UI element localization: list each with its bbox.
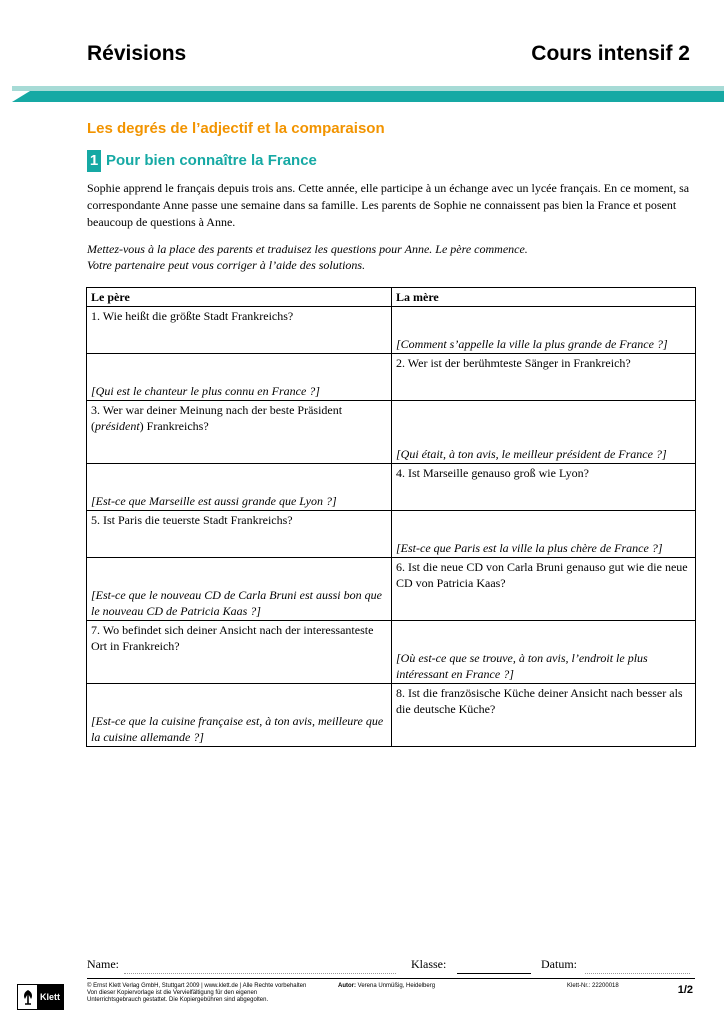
table-cell — [392, 464, 696, 511]
name-line — [124, 973, 396, 974]
instruction-line-2: Votre partenaire peut vous corriger à l’aide des solutions. — [87, 258, 366, 272]
table-cell — [87, 401, 392, 464]
instructions — [87, 241, 699, 273]
class-label: Klasse: — [411, 957, 447, 971]
page-title: Révisions — [87, 42, 187, 65]
table-cell — [392, 354, 696, 401]
question-text: 3. Wer war deiner Meinung nach der beste Präsident (président) Frankreichs? — [91, 403, 343, 433]
table-row — [87, 307, 696, 354]
column-header-mother: La mère — [392, 288, 696, 307]
answer-text: [Est-ce que le nouveau CD de Carla Bruni est aussi bon que le nouveau CD de Patricia Kaas ?] — [91, 588, 382, 618]
footer-divider — [87, 978, 695, 979]
name-label: Name: — [87, 957, 119, 971]
exercise-number: 1 — [87, 150, 101, 172]
table-cell — [392, 307, 696, 354]
column-header-father: Le père — [87, 288, 392, 307]
table-row — [87, 354, 696, 401]
table-cell — [392, 684, 696, 747]
table-row — [87, 464, 696, 511]
answer-text: [Comment s’appelle la ville la plus grande de France ?] — [396, 337, 668, 351]
klett-logo — [17, 984, 64, 1010]
table-cell — [392, 558, 696, 621]
question-text: 2. Wer ist der berühmteste Sänger in Frankreich? — [396, 356, 631, 370]
table-row — [87, 511, 696, 558]
footer-fields — [0, 957, 724, 977]
emphasis-word: président — [95, 419, 140, 433]
section-title: Les degrés de l’adjectif et la comparaison — [87, 120, 385, 137]
date-label: Datum: — [541, 957, 577, 971]
intro-paragraph: Sophie apprend le français depuis trois ans. Cette année, elle participe à un échange avec un lycée français. En ce moment, sa correspondante Anne passe une semaine dans sa famille. Les parents de Sophie ne connaissent pas bien la France et posent beaucoup de questions à Anne. — [87, 181, 690, 229]
author-label: Autor: — [338, 983, 356, 989]
table-cell — [392, 401, 696, 464]
table-row — [87, 621, 696, 684]
klett-number: Klett-Nr.: 22200018 — [567, 983, 619, 989]
answer-text: [Est-ce que la cuisine française est, à ton avis, meilleure que la cuisine allemande ?] — [91, 714, 384, 744]
table-cell — [87, 621, 392, 684]
answer-text: [Qui est le chanteur le plus connu en France ?] — [91, 384, 320, 398]
page-number: 1/2 — [677, 984, 693, 996]
table-row — [87, 558, 696, 621]
table-header-row — [87, 288, 696, 307]
answer-text: [Est-ce que Paris est la ville la plus chère de France ?] — [396, 541, 663, 555]
tree-icon — [18, 986, 37, 1008]
klett-logo-text: Klett — [37, 985, 63, 1009]
question-text: 1. Wie heißt die größte Stadt Frankreichs? — [91, 309, 294, 323]
table-row — [87, 684, 696, 747]
author-note — [338, 983, 435, 990]
table-cell — [87, 684, 392, 747]
table-cell — [392, 621, 696, 684]
question-text: 6. Ist die neue CD von Carla Bruni genauso gut wie die neue CD von Patricia Kaas? — [396, 560, 688, 590]
exercise-title — [87, 149, 317, 172]
exercise-title-text: Pour bien connaître la France — [106, 152, 317, 169]
table-cell — [87, 354, 392, 401]
copyright-note: © Ernst Klett Verlag GmbH, Stuttgart 2009 | www.klett.de | Alle Rechte vorbehalten Von dieser Kopiervorlage ist die Vervielfältigung für den eigenen Unterrichtsgebrauch gestattet. Die Kopiergebühren sind abgegolten. — [87, 983, 307, 1003]
table-cell — [392, 511, 696, 558]
author-name: Verena Unmüßig, Heidelberg — [357, 983, 436, 989]
answer-text: [Où est-ce que se trouve, à ton avis, l’endroit le plus intéressant en France ?] — [396, 651, 648, 681]
answer-text: [Qui était, à ton avis, le meilleur président de France ?] — [396, 447, 667, 461]
table-cell — [87, 464, 392, 511]
table-cell — [87, 511, 392, 558]
question-text: 7. Wo befindet sich deiner Ansicht nach der interessanteste Ort in Frankreich? — [91, 623, 374, 653]
question-table — [86, 287, 696, 747]
instruction-line-1: Mettez-vous à la place des parents et traduisez les questions pour Anne. Le père commence. — [87, 242, 528, 256]
course-title: Cours intensif 2 — [531, 42, 690, 65]
header-band-tip — [12, 91, 30, 102]
header-band — [12, 86, 724, 102]
table-cell — [87, 558, 392, 621]
date-line — [585, 973, 690, 974]
class-line — [457, 973, 531, 974]
table-cell — [87, 307, 392, 354]
table-row — [87, 401, 696, 464]
question-text: 5. Ist Paris die teuerste Stadt Frankreichs? — [91, 513, 293, 527]
question-text: 8. Ist die französische Küche deiner Ansicht nach besser als die deutsche Küche? — [396, 686, 683, 716]
answer-text: [Est-ce que Marseille est aussi grande que Lyon ?] — [91, 494, 337, 508]
question-text: 4. Ist Marseille genauso groß wie Lyon? — [396, 466, 589, 480]
